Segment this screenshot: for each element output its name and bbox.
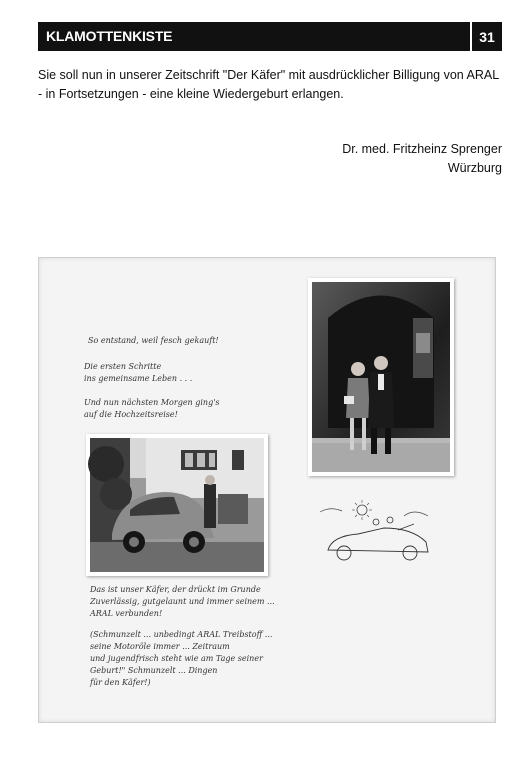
body-line-1: Sie soll nun in unserer Zeitschrift "Der Käfer" mit ausdrücklicher Billigung von ARAL [38, 68, 500, 82]
handwritten-note-8: ARAL verbunden! [90, 609, 163, 618]
handwritten-note-10: seine Motoröle immer ... Zeitraum [90, 642, 230, 651]
handwritten-note-12: Geburt!" Schmunzelt ... Dingen [90, 666, 218, 675]
couple-photo [308, 278, 454, 476]
handwritten-note-7: Zuverlässig, gutgelaunt und immer seinem ... [90, 597, 275, 606]
handwritten-note-9: (Schmunzelt ... unbedingt ARAL Treibstoff ... [90, 630, 273, 639]
handwritten-note-11: und jugendfrisch steht wie am Tage seiner [90, 654, 263, 663]
handwritten-note-6: Das ist unser Käfer, der drückt im Grunde [90, 585, 261, 594]
handwritten-note-3: ins gemeinsame Leben . . . [84, 374, 193, 383]
author-city: Würzburg [447, 161, 502, 175]
handwritten-note-5: auf die Hochzeitsreise! [84, 410, 178, 419]
author-signature [342, 140, 502, 178]
handwritten-note-4: Und nun nächsten Morgen ging's [84, 398, 220, 407]
body-paragraph [38, 66, 506, 104]
beetle-photo-image [86, 434, 268, 576]
body-line-2: - in Fortsetzungen - eine kleine Wiedergeburt erlangen. [38, 87, 344, 101]
page-header [38, 22, 502, 51]
beetle-photo [86, 434, 268, 576]
beetle-convertible-sketch [318, 498, 438, 568]
section-title: KLAMOTTENKISTE [46, 28, 173, 44]
couple-photo-image [308, 278, 454, 476]
handwritten-note-2: Die ersten Schritte [84, 362, 162, 371]
author-name: Dr. med. Fritzheinz Sprenger [342, 142, 502, 156]
page-number: 31 [470, 22, 502, 51]
handwritten-note-13: für den Käfer!) [90, 678, 151, 687]
handwritten-note-1: So entstand, weil fesch gekauft! [88, 336, 219, 345]
